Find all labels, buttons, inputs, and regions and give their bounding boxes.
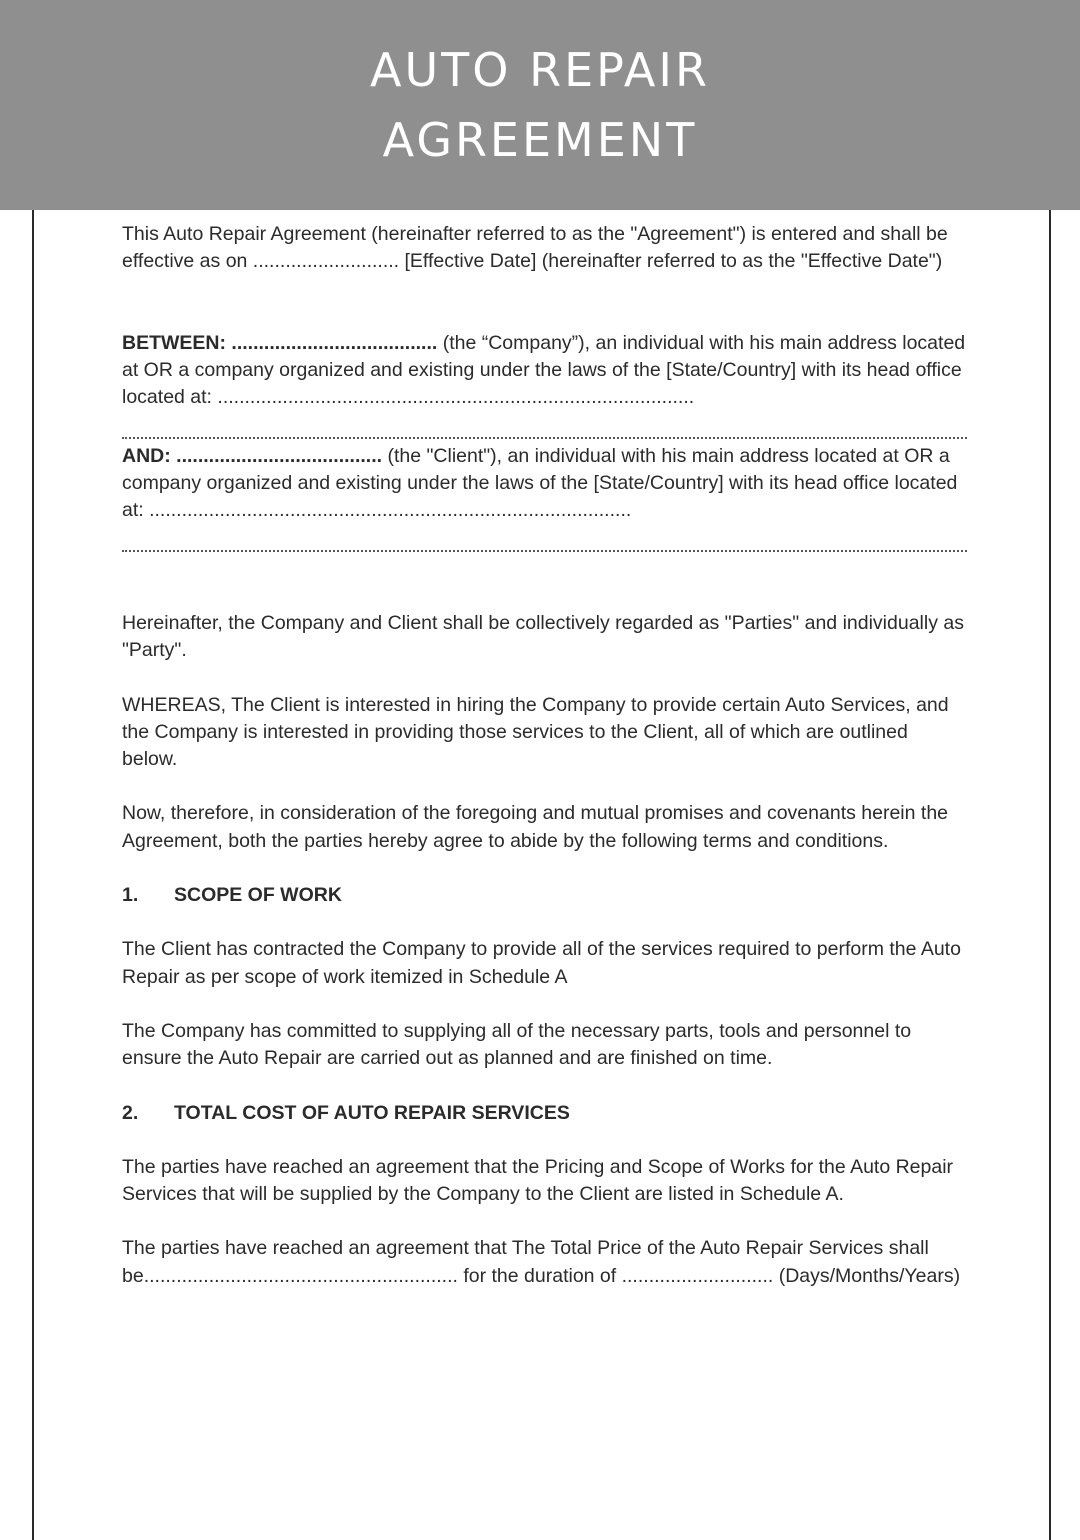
between-text: (the “Company”), an individual with his main address located at OR a company organized and existing under the laws of the [State/Country] with its head office located at: ........................................................................................ <box>122 331 966 409</box>
title-banner <box>0 0 1080 210</box>
banner-title-line-1: AUTO REPAIR <box>370 43 710 97</box>
and-address-blank <box>122 525 967 552</box>
section-1-heading <box>122 882 967 909</box>
section-1-paragraph-1: The Client has contracted the Company to provide all of the services required to perform the Auto Repair as per scope of work itemized in Schedule A <box>122 938 961 988</box>
between-label: BETWEEN: ...................................... <box>122 331 438 354</box>
between-address-blank <box>122 411 967 438</box>
section-2-number: 2. <box>122 1101 139 1124</box>
banner-title-line-2: AGREEMENT <box>382 113 698 167</box>
and-text: (the "Client"), an individual with his main address located at OR a company organized and existing under the laws of the [State/Country] with its head office located at: ......................................................................................... <box>122 444 958 522</box>
hereinafter-paragraph: Hereinafter, the Company and Client shall be collectively regarded as "Parties" and individually as "Party". <box>122 611 964 662</box>
whereas-paragraph: WHEREAS, The Client is interested in hiring the Company to provide certain Auto Services, and the Company is interested in providing those services to the Client, all of which are outlined below. <box>122 693 949 771</box>
section-2-paragraph-2: The parties have reached an agreement that The Total Price of the Auto Repair Services shall be.......................................................... for the duration of ............................ (Days/Months/Years) <box>122 1237 961 1287</box>
intro-paragraph: This Auto Repair Agreement (hereinafter referred to as the "Agreement") is entered and shall be effective as on ........................... [Effective Date] (hereinafter referred to as the "Effective Date") <box>122 223 948 273</box>
section-2-title: TOTAL COST OF AUTO REPAIR SERVICES <box>174 1101 570 1124</box>
and-paragraph <box>122 443 967 525</box>
between-paragraph <box>122 330 967 412</box>
section-2-paragraph-1: The parties have reached an agreement that the Pricing and Scope of Works for the Auto Repair Services that will be supplied by the Company to the Client are listed in Schedule A. <box>122 1155 954 1206</box>
document-body <box>122 221 967 1290</box>
and-label: AND: ...................................... <box>122 444 383 467</box>
section-1-title: SCOPE OF WORK <box>174 884 342 907</box>
now-therefore-paragraph: Now, therefore, in consideration of the foregoing and mutual promises and covenants herein the Agreement, both the parties hereby agree to abide by the following terms and conditions. <box>122 802 949 852</box>
section-1-number: 1. <box>122 884 139 907</box>
document-page <box>32 210 1051 1540</box>
section-1-paragraph-2: The Company has committed to supplying all of the necessary parts, tools and personnel to ensure the Auto Repair are carried out as planned and are finished on time. <box>122 1019 912 1070</box>
section-2-heading <box>122 1100 967 1127</box>
